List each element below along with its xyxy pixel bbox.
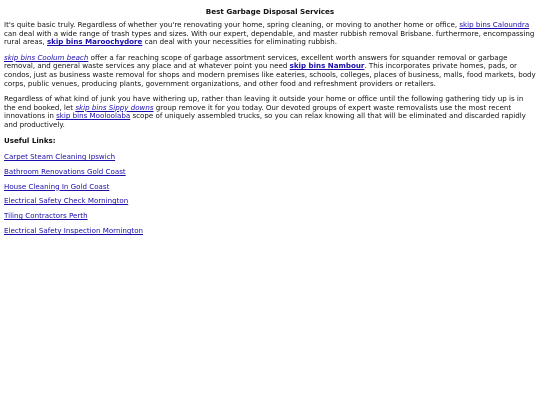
- page-title: Best Garbage Disposal Services: [205, 7, 335, 16]
- useful-links-heading: Useful Links:: [4, 135, 56, 145]
- paragraph-text: scope of uniquely assembled trucks, so you can relax knowing all that will be eliminated and discarded rapidly and productively.: [4, 111, 526, 129]
- paragraph-text: offer a far reaching scope of garbage assortment services, excellent worth answers for squander removal or garbage removal, and general waste services any place and at whatever point you need: [4, 52, 508, 71]
- useful-links-list: [4, 153, 536, 236]
- link-skip-bins-maroochydore[interactable]: skip bins Maroochydore: [46, 37, 143, 47]
- list-item: [4, 168, 536, 177]
- link-tiling-contractors-perth[interactable]: Tiling Contractors Perth: [4, 211, 88, 221]
- paragraph-text: can deal with a wide range of trash types and sizes. With our expert, dependable, and master rubbish removal Brisbane. furthermore, encompassing rural areas,: [4, 28, 535, 47]
- link-bathroom-renovations-gold-coast[interactable]: Bathroom Renovations Gold Coast: [4, 166, 126, 176]
- paragraph-text: can deal with your necessities for eliminating rubbish.: [142, 37, 337, 47]
- link-skip-bins-mooloolaba[interactable]: skip bins Mooloolaba: [56, 111, 131, 121]
- link-house-cleaning-gold-coast[interactable]: House Cleaning In Gold Coast: [4, 181, 110, 191]
- link-skip-bins-nambour[interactable]: skip bins Nambour: [289, 61, 365, 71]
- services-paragraph: [4, 54, 536, 88]
- link-skip-bins-coolum-beach[interactable]: skip bins Coolum beach: [4, 52, 89, 62]
- list-item: [4, 183, 536, 192]
- list-item: [4, 197, 536, 206]
- list-item: [4, 212, 536, 221]
- list-item: [4, 227, 536, 236]
- paragraph-text: It's quite basic truly. Regardless of whether you're renovating your home, spring cleaning, or moving to another home or office,: [4, 20, 460, 29]
- paragraph-text: . This incorporates private homes, pads, or condos, just as business waste removal for shops and modern premises like eateries, schools, colleges, places of business, malls, food markets, body corps, public venues, producing plants, government organizations, and other food and refreshment providers or retailers.: [4, 61, 536, 88]
- link-electrical-safety-check-mornington[interactable]: Electrical Safety Check Mornington: [4, 196, 129, 206]
- junk-paragraph: [4, 95, 536, 129]
- link-skip-bins-caloundra[interactable]: skip bins Caloundra: [459, 20, 530, 29]
- list-item: [4, 153, 536, 162]
- paragraph-text: group remove it for you today. Our devoted groups of expert waste removalists use the most recent innovations in: [4, 102, 512, 121]
- link-skip-bins-sippy-downs[interactable]: skip bins Sippy downs: [75, 102, 154, 112]
- link-carpet-steam-cleaning-ipswich[interactable]: Carpet Steam Cleaning Ipswich: [4, 152, 116, 162]
- paragraph-text: Regardless of what kind of junk you have withering up, rather than leaving it outside your home or office until the following gathering tidy up is in the end booked, let: [4, 94, 524, 112]
- intro-paragraph: [4, 21, 536, 47]
- link-electrical-safety-inspection-mornington[interactable]: Electrical Safety Inspection Mornington: [4, 226, 144, 236]
